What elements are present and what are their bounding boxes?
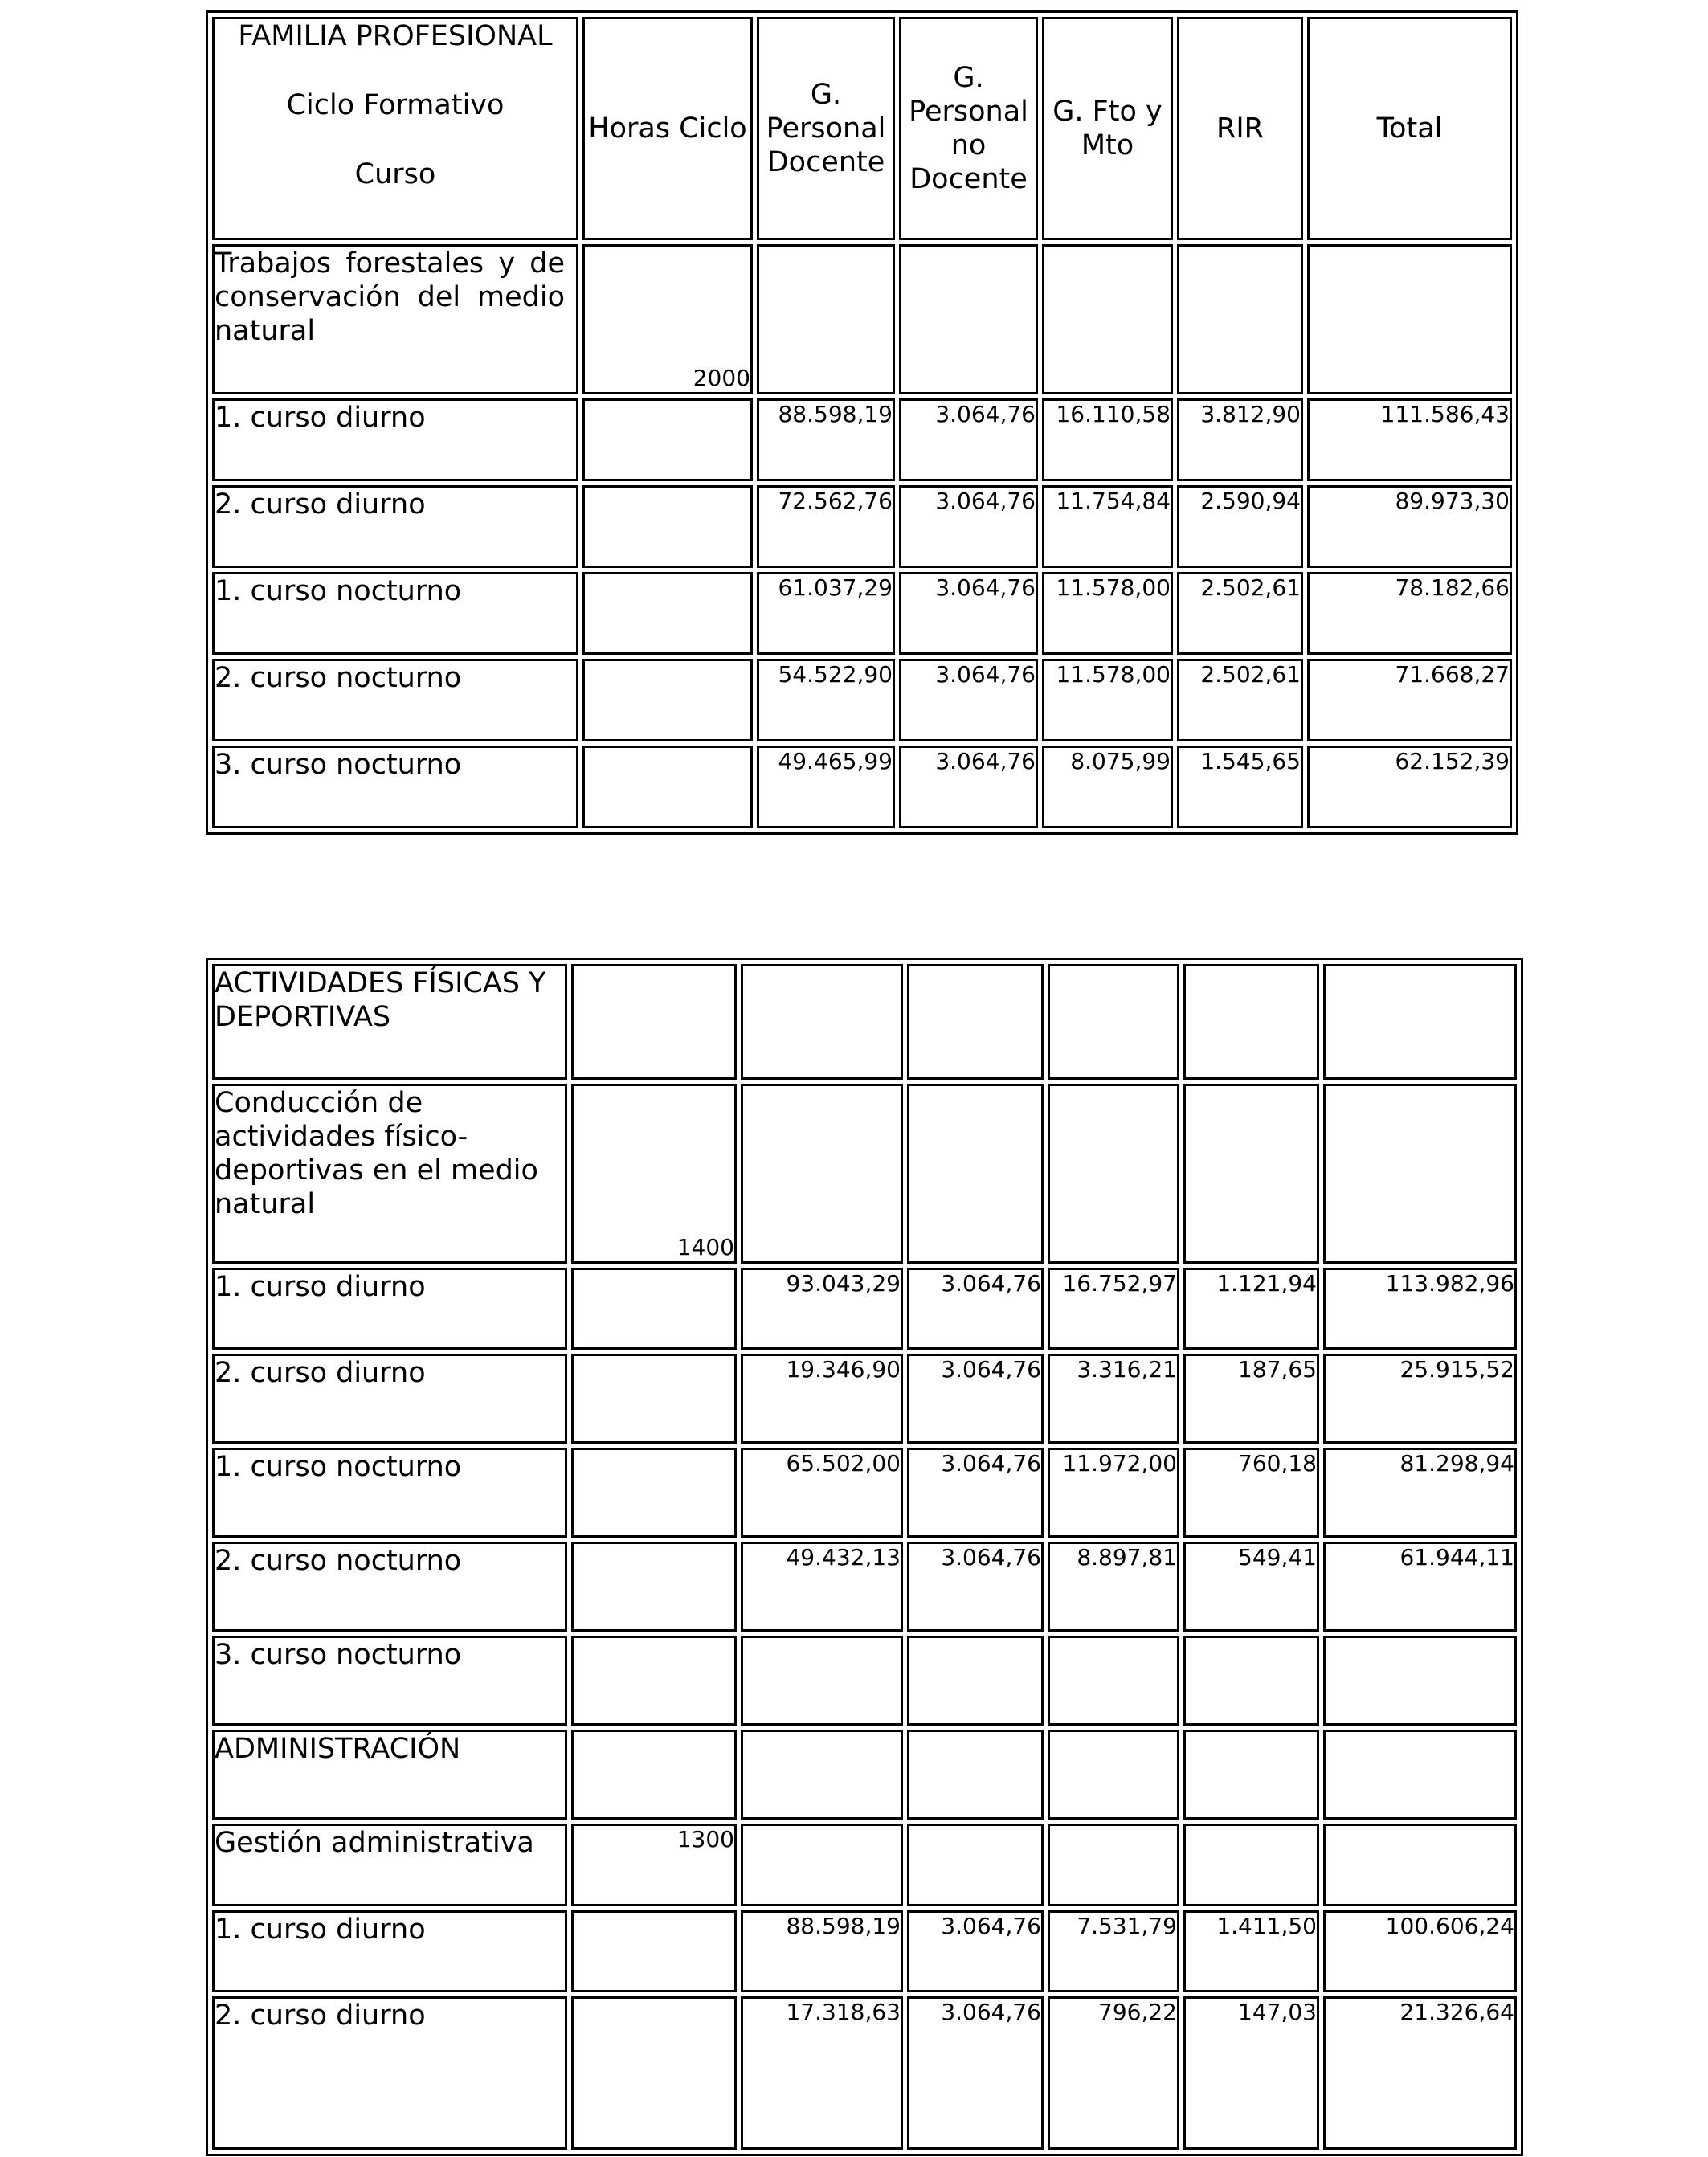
table-row [212, 1448, 1517, 1538]
table-row [212, 1354, 1517, 1444]
value-cell: 3.812,90 [1177, 398, 1303, 481]
course-label: 1. curso nocturno [212, 1448, 567, 1538]
value-cell: 3.064,76 [907, 1996, 1044, 2150]
total-cell: 89.973,30 [1307, 485, 1512, 568]
header-g-personal-docente: G. Personal Docente [757, 17, 895, 240]
value-cell: 147,03 [1183, 1996, 1319, 2150]
value-cell: 65.502,00 [741, 1448, 903, 1538]
cycle-row [212, 1084, 1517, 1264]
value-cell: 8.897,81 [1048, 1542, 1179, 1632]
value-cell: 54.522,90 [757, 659, 895, 741]
total-cell: 71.668,27 [1307, 659, 1512, 741]
header-family-cell [212, 17, 578, 240]
course-label: 2. curso nocturno [212, 659, 578, 741]
total-cell: 78.182,66 [1307, 572, 1512, 655]
value-cell: 3.316,21 [1048, 1354, 1179, 1444]
value-cell: 1.545,65 [1177, 746, 1303, 828]
value-cell: 2.502,61 [1177, 572, 1303, 655]
cycle-name: Conducción de actividades físico-deportivas en el medio natural [212, 1084, 567, 1264]
value-cell: 11.578,00 [1042, 572, 1173, 655]
value-cell: 3.064,76 [907, 1542, 1044, 1632]
table-header-row [212, 17, 1512, 240]
course-label: 1. curso diurno [212, 1910, 567, 1992]
value-cell: 796,22 [1048, 1996, 1179, 2150]
value-cell: 1.411,50 [1183, 1910, 1319, 1992]
total-cell: 100.606,24 [1323, 1910, 1517, 1992]
value-cell: 61.037,29 [757, 572, 895, 655]
table-row [212, 746, 1512, 828]
table-row [212, 1636, 1517, 1726]
value-cell: 7.531,79 [1048, 1910, 1179, 1992]
value-cell: 8.075,99 [1042, 746, 1173, 828]
value-cell: 49.432,13 [741, 1542, 903, 1632]
value-cell: 88.598,19 [741, 1910, 903, 1992]
value-cell: 11.972,00 [1048, 1448, 1179, 1538]
header-ciclo-label: Ciclo Formativo [286, 89, 505, 121]
header-familia-label: FAMILIA PROFESIONAL [238, 20, 553, 52]
total-cell: 61.944,11 [1323, 1542, 1517, 1632]
table-row [212, 1268, 1517, 1350]
value-cell: 3.064,76 [907, 1268, 1044, 1350]
header-total: Total [1307, 17, 1512, 240]
course-label: 2. curso diurno [212, 1354, 567, 1444]
value-cell: 3.064,76 [899, 485, 1038, 568]
value-cell: 2.590,94 [1177, 485, 1303, 568]
total-cell: 21.326,64 [1323, 1996, 1517, 2150]
course-label: 1. curso nocturno [212, 572, 578, 655]
cost-table-forestry [206, 10, 1518, 835]
value-cell: 760,18 [1183, 1448, 1319, 1538]
header-rir: RIR [1177, 17, 1303, 240]
value-cell: 19.346,90 [741, 1354, 903, 1444]
table-row [212, 1996, 1517, 2150]
value-cell: 3.064,76 [907, 1354, 1044, 1444]
table-row [212, 1542, 1517, 1632]
value-cell: 72.562,76 [757, 485, 895, 568]
value-cell: 88.598,19 [757, 398, 895, 481]
family-name: ACTIVIDADES FÍSICAS Y DEPORTIVAS [212, 964, 567, 1080]
value-cell: 3.064,76 [907, 1448, 1044, 1538]
value-cell: 2.502,61 [1177, 659, 1303, 741]
cycle-name: Trabajos forestales y de conservación del medio natural [212, 244, 578, 394]
total-cell: 81.298,94 [1323, 1448, 1517, 1538]
cost-table-sports-admin [206, 958, 1523, 2156]
value-cell: 3.064,76 [899, 659, 1038, 741]
value-cell: 3.064,76 [899, 746, 1038, 828]
table-row [212, 659, 1512, 741]
header-g-fto-mto: G. Fto y Mto [1042, 17, 1173, 240]
value-cell: 11.578,00 [1042, 659, 1173, 741]
value-cell: 549,41 [1183, 1542, 1319, 1632]
value-cell [907, 1636, 1044, 1726]
value-cell: 49.465,99 [757, 746, 895, 828]
value-cell: 187,65 [1183, 1354, 1319, 1444]
course-label: 2. curso diurno [212, 1996, 567, 2150]
value-cell: 17.318,63 [741, 1996, 903, 2150]
course-label: 2. curso nocturno [212, 1542, 567, 1632]
course-label: 3. curso nocturno [212, 1636, 567, 1726]
cycle-hours: 2000 [582, 244, 753, 394]
family-name: ADMINISTRACIÓN [212, 1730, 567, 1820]
value-cell [741, 1636, 903, 1726]
family-row [212, 1730, 1517, 1820]
value-cell: 3.064,76 [907, 1910, 1044, 1992]
header-g-personal-no-docente: G. Personal no Docente [899, 17, 1038, 240]
family-row [212, 964, 1517, 1080]
total-cell: 113.982,96 [1323, 1268, 1517, 1350]
course-label: 2. curso diurno [212, 485, 578, 568]
header-horas-ciclo: Horas Ciclo [582, 17, 753, 240]
total-cell: 62.152,39 [1307, 746, 1512, 828]
course-label: 1. curso diurno [212, 398, 578, 481]
table-row [212, 572, 1512, 655]
total-cell: 111.586,43 [1307, 398, 1512, 481]
value-cell: 3.064,76 [899, 398, 1038, 481]
header-curso-label: Curso [354, 158, 436, 190]
cycle-hours: 1400 [571, 1084, 737, 1264]
value-cell: 1.121,94 [1183, 1268, 1319, 1350]
table-row [212, 1910, 1517, 1992]
value-cell: 93.043,29 [741, 1268, 903, 1350]
cycle-name: Gestión administrativa [212, 1824, 567, 1906]
course-label: 3. curso nocturno [212, 746, 578, 828]
cycle-row [212, 1824, 1517, 1906]
value-cell: 16.110,58 [1042, 398, 1173, 481]
table-row [212, 398, 1512, 481]
total-cell [1323, 1636, 1517, 1726]
value-cell [1048, 1636, 1179, 1726]
table-row [212, 485, 1512, 568]
value-cell: 16.752,97 [1048, 1268, 1179, 1350]
cycle-hours: 1300 [571, 1824, 737, 1906]
total-cell: 25.915,52 [1323, 1354, 1517, 1444]
cycle-row [212, 244, 1512, 394]
value-cell: 3.064,76 [899, 572, 1038, 655]
course-label: 1. curso diurno [212, 1268, 567, 1350]
value-cell: 11.754,84 [1042, 485, 1173, 568]
value-cell [1183, 1636, 1319, 1726]
